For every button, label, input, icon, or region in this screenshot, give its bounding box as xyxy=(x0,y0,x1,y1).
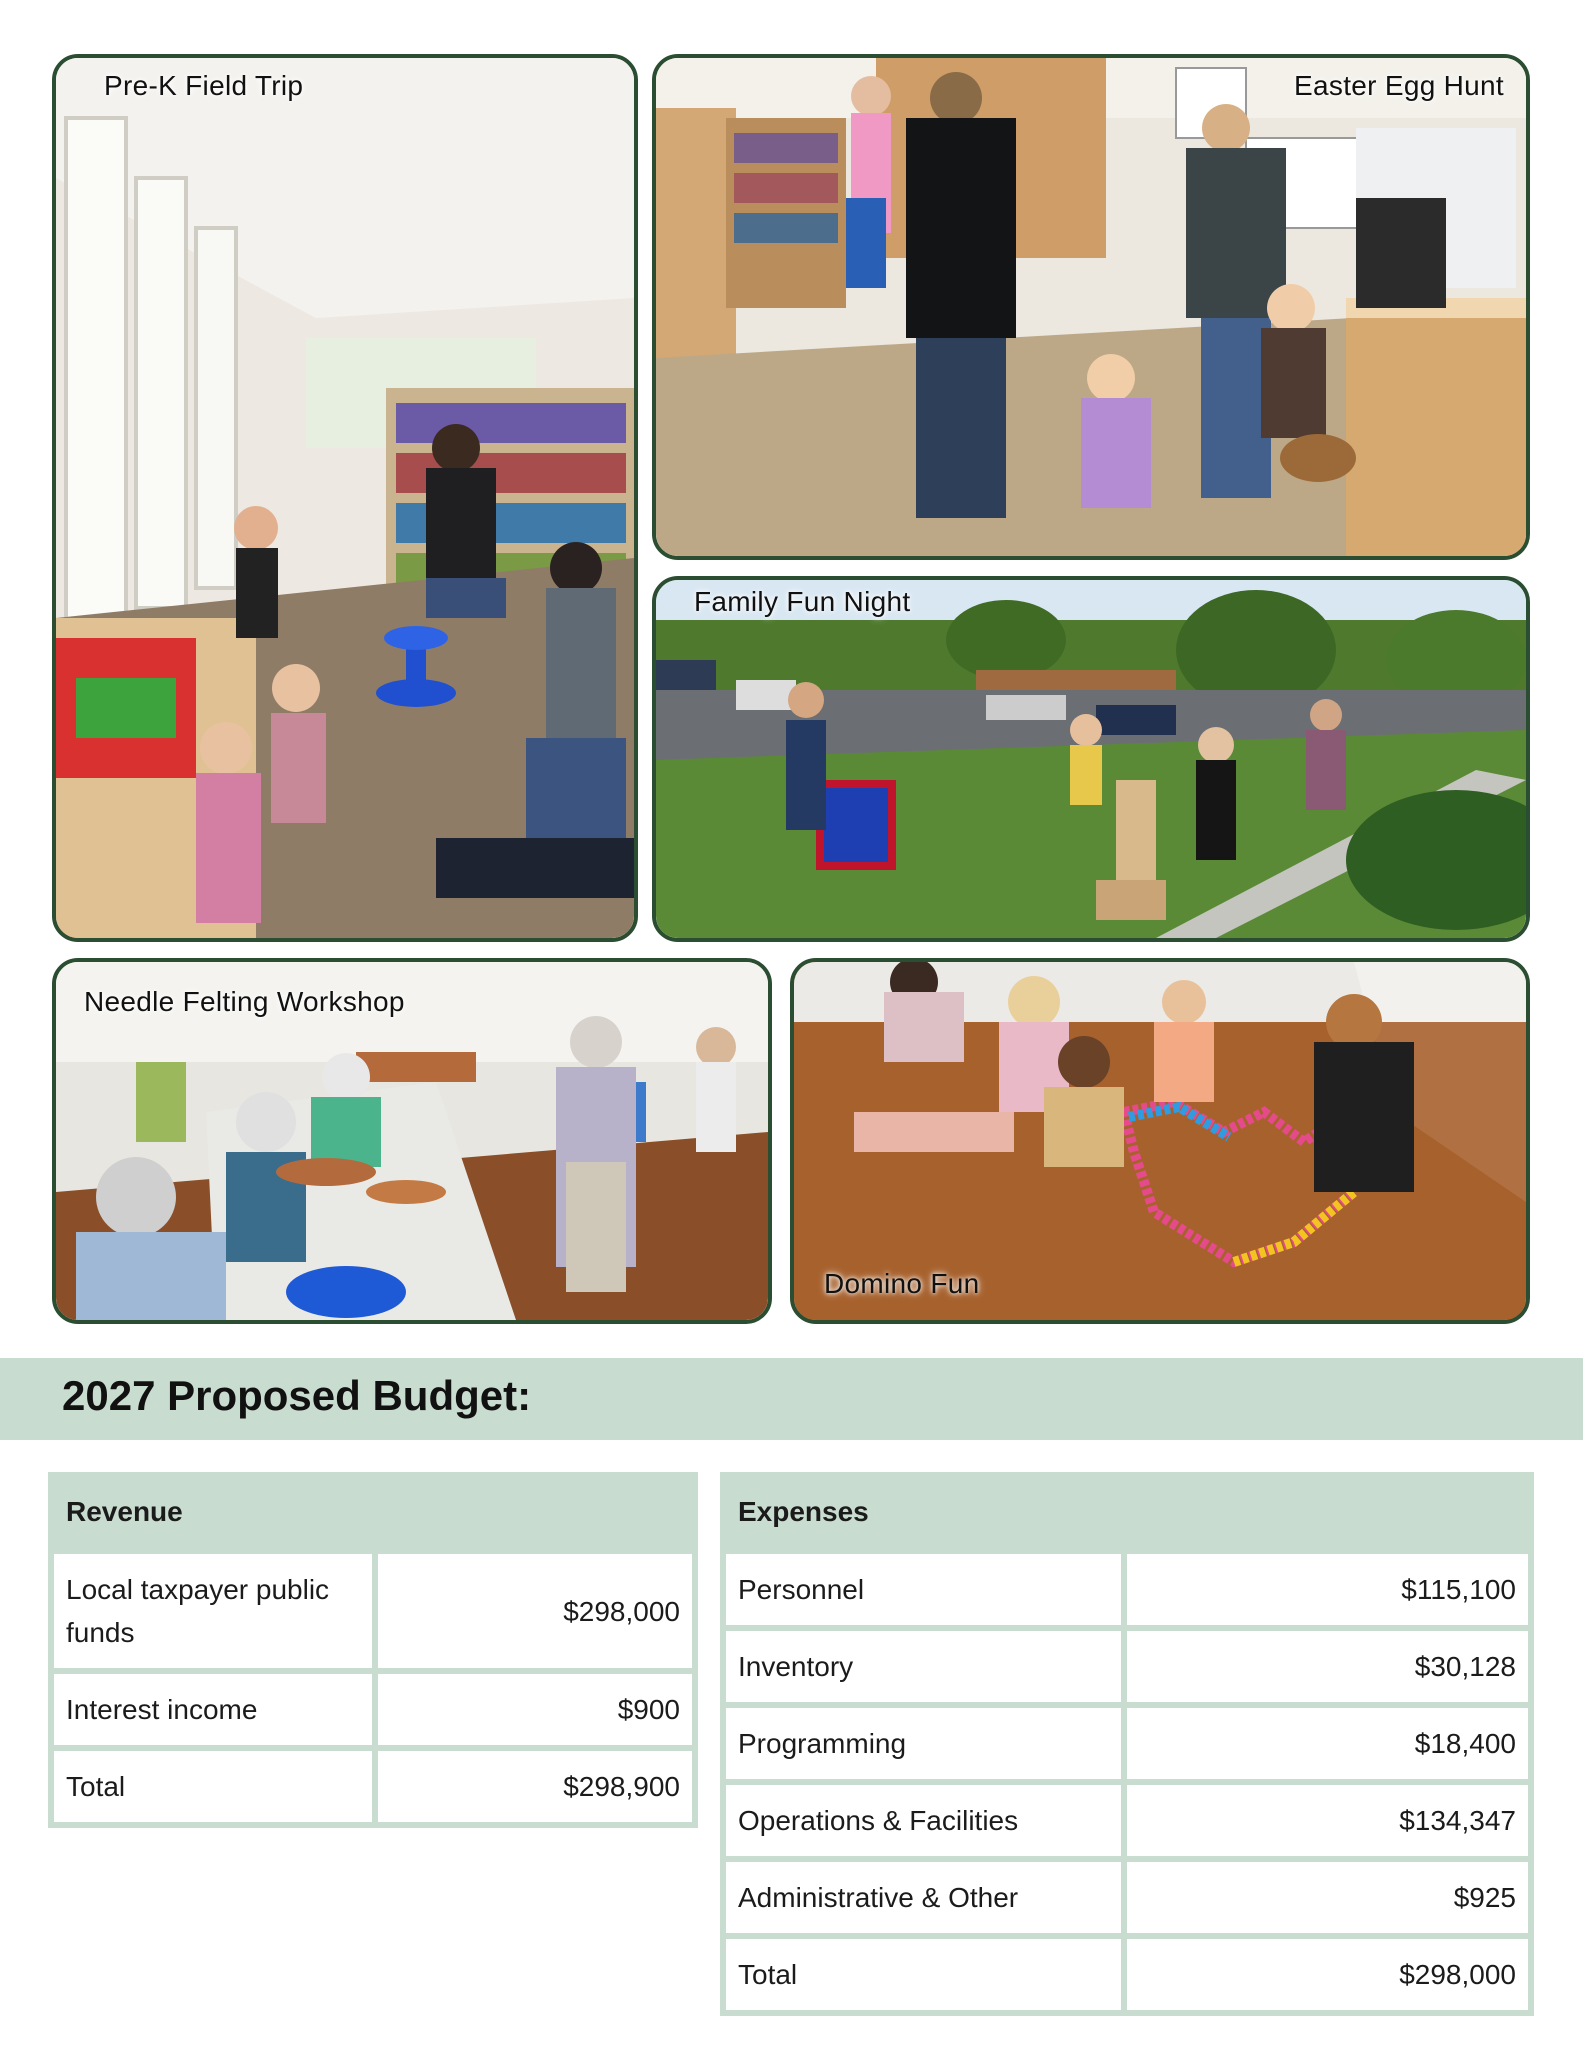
table-row xyxy=(726,1708,1528,1779)
photo-caption: Family Fun Night xyxy=(694,586,911,617)
photo-domino-fun xyxy=(790,958,1530,1324)
table-row xyxy=(726,1862,1528,1933)
photo-easter-egg-hunt xyxy=(652,54,1530,560)
photo-prek-field-trip xyxy=(52,54,638,942)
expense-amount: $18,400 xyxy=(1127,1708,1528,1779)
expenses-header: Expenses xyxy=(738,1496,869,1527)
expense-label: Total xyxy=(726,1939,1121,2010)
revenue-label: Interest income xyxy=(54,1674,372,1745)
photo-caption: Needle Felting Workshop xyxy=(84,986,405,1017)
revenue-header-row xyxy=(54,1478,692,1548)
revenue-amount: $900 xyxy=(378,1674,692,1745)
photo-caption: Domino Fun xyxy=(824,1268,980,1299)
expense-amount: $925 xyxy=(1127,1862,1528,1933)
revenue-label: Local taxpayer public funds xyxy=(54,1554,372,1668)
table-row xyxy=(726,1554,1528,1625)
table-row xyxy=(726,1631,1528,1702)
expense-amount: $298,000 xyxy=(1127,1939,1528,2010)
expense-label: Programming xyxy=(726,1708,1121,1779)
expense-label: Administrative & Other xyxy=(726,1862,1121,1933)
expenses-header-row xyxy=(726,1478,1528,1548)
photo-caption: Pre-K Field Trip xyxy=(104,70,304,101)
expense-label: Operations & Facilities xyxy=(726,1785,1121,1856)
revenue-header: Revenue xyxy=(66,1496,183,1527)
revenue-table xyxy=(48,1472,698,1828)
photo-needle-felting-workshop xyxy=(52,958,772,1324)
expense-label: Personnel xyxy=(726,1554,1121,1625)
expense-label: Inventory xyxy=(726,1631,1121,1702)
expenses-table xyxy=(720,1472,1534,2016)
table-row xyxy=(726,1785,1528,1856)
table-row xyxy=(54,1751,692,1822)
photo-caption: Easter Egg Hunt xyxy=(1294,70,1504,101)
easter-scene-image xyxy=(656,58,1526,556)
table-row xyxy=(726,1939,1528,2010)
revenue-amount: $298,000 xyxy=(378,1554,692,1668)
family-scene-image xyxy=(656,580,1526,938)
revenue-label: Total xyxy=(54,1751,372,1822)
expense-amount: $115,100 xyxy=(1127,1554,1528,1625)
expense-amount: $30,128 xyxy=(1127,1631,1528,1702)
expense-amount: $134,347 xyxy=(1127,1785,1528,1856)
budget-title: 2027 Proposed Budget: xyxy=(62,1372,532,1419)
table-row xyxy=(54,1674,692,1745)
prek-scene-image xyxy=(56,58,634,938)
revenue-amount: $298,900 xyxy=(378,1751,692,1822)
budget-banner xyxy=(0,1358,1583,1440)
domino-scene-image xyxy=(794,962,1526,1320)
table-row xyxy=(54,1554,692,1668)
photo-family-fun-night xyxy=(652,576,1530,942)
